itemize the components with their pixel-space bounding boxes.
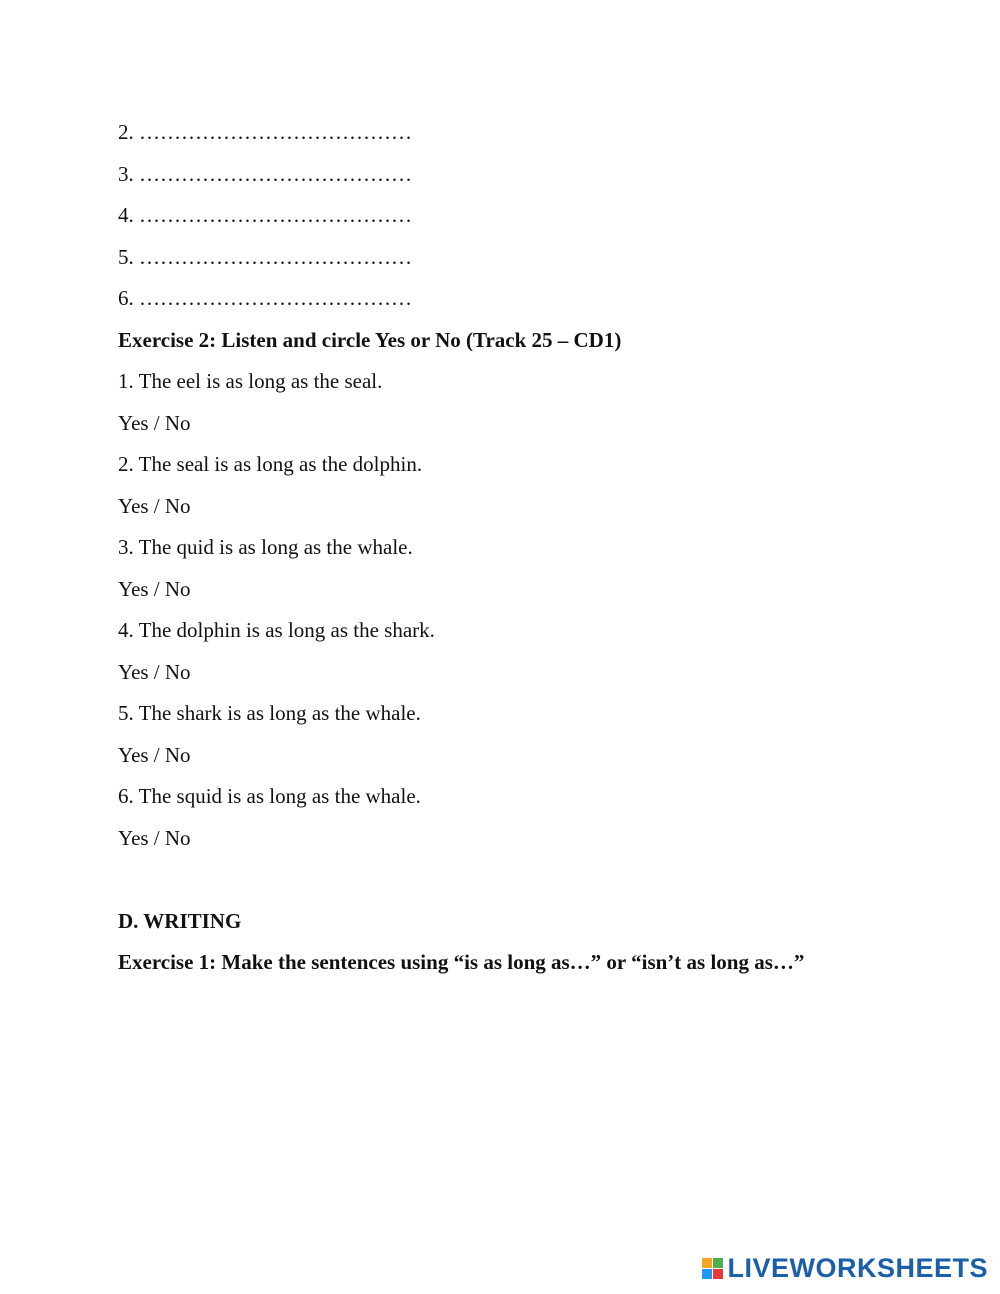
exercise2-choice-6[interactable]: Yes / No bbox=[118, 825, 191, 850]
answer-line-4[interactable]: 4. ………………………………… bbox=[118, 203, 412, 227]
liveworksheets-logo bbox=[702, 1253, 988, 1284]
exercise2-sentence-4: 4. The dolphin is as long as the shark. bbox=[118, 618, 435, 642]
logo-block-1 bbox=[702, 1258, 712, 1268]
exercise2-title: Exercise 2: Listen and circle Yes or No (Track 25 – CD1) bbox=[118, 327, 622, 352]
writing-exercise1-title: Exercise 1: Make the sentences using “is as long as…” or “isn’t as long as…” bbox=[118, 950, 805, 974]
answer-line-2[interactable]: 2. ………………………………… bbox=[118, 120, 412, 144]
exercise2-sentence-3: 3. The quid is as long as the whale. bbox=[118, 535, 413, 559]
exercise2-sentence-5: 5. The shark is as long as the whale. bbox=[118, 701, 421, 725]
logo-text: LIVEWORKSHEETS bbox=[727, 1253, 988, 1283]
logo-block-3 bbox=[702, 1269, 712, 1279]
logo-block-4 bbox=[713, 1269, 723, 1279]
answer-line-6[interactable]: 6. ………………………………… bbox=[118, 286, 412, 310]
exercise2-choice-1[interactable]: Yes / No bbox=[118, 410, 191, 435]
exercise2-choice-4[interactable]: Yes / No bbox=[118, 659, 191, 684]
worksheet-page bbox=[118, 112, 938, 984]
exercise2-choice-3[interactable]: Yes / No bbox=[118, 576, 191, 601]
exercise2-choice-5[interactable]: Yes / No bbox=[118, 742, 191, 767]
section-spacer bbox=[118, 859, 938, 901]
exercise2-sentence-6: 6. The squid is as long as the whale. bbox=[118, 784, 421, 808]
exercise2-sentence-2: 2. The seal is as long as the dolphin. bbox=[118, 452, 423, 476]
answer-line-3[interactable]: 3. ………………………………… bbox=[118, 161, 412, 186]
answer-line-5[interactable]: 5. ………………………………… bbox=[118, 244, 412, 269]
writing-heading: D. WRITING bbox=[118, 908, 242, 933]
logo-block-2 bbox=[713, 1258, 723, 1268]
logo-blocks-icon bbox=[702, 1258, 723, 1279]
exercise2-choice-2[interactable]: Yes / No bbox=[118, 493, 191, 518]
exercise2-sentence-1: 1. The eel is as long as the seal. bbox=[118, 369, 383, 393]
